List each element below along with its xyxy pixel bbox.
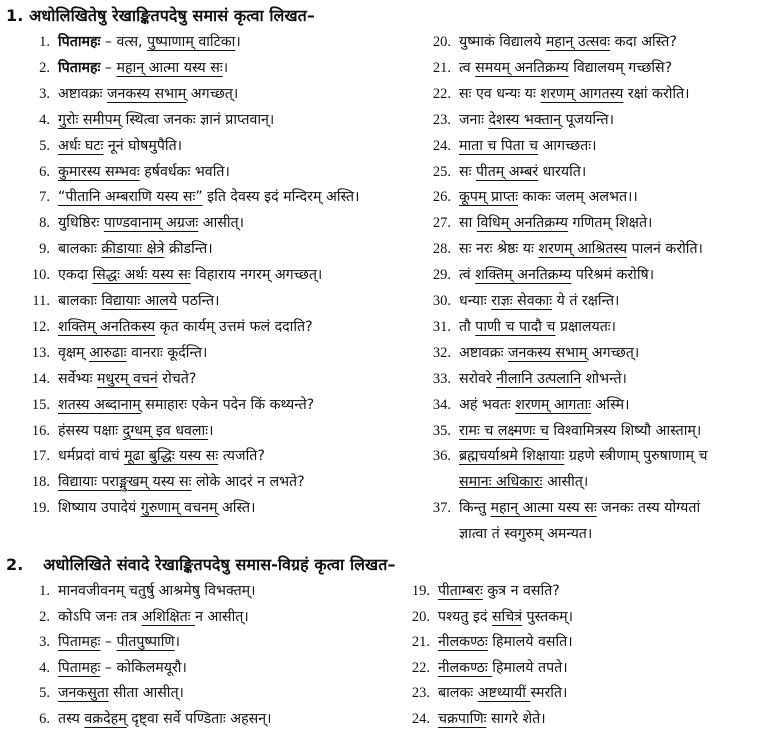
exercise-item	[432, 422, 702, 440]
item-number: 24.	[411, 710, 430, 727]
exercise-item	[31, 447, 265, 465]
text-segment: वानराः कूर्दन्ति।	[126, 344, 208, 361]
text-segment: हर्षवर्धकः भवति।	[139, 163, 230, 180]
underlined-phrase: दुग्धम् इव धवलाः	[122, 422, 209, 439]
item-number: 1.	[39, 34, 50, 50]
exercise-item	[39, 633, 181, 651]
text-segment: क्रीडन्ति।	[164, 241, 213, 258]
item-number: 3.	[39, 85, 50, 102]
item-number: 25.	[432, 163, 451, 180]
text-segment: मानवजीवनम् चतुर्षु आश्रमेषु विभक्तम्।	[58, 583, 256, 599]
text-segment: तस्य	[58, 710, 85, 727]
underlined-phrase: आरुढाः	[89, 344, 127, 361]
item-number: 37.	[432, 500, 451, 517]
underlined-phrase: पीताम्बरः	[438, 583, 483, 599]
underlined-phrase: पाण्डवानाम् अग्रजः	[103, 215, 199, 232]
underlined-phrase: विधिम् अनतिक्रम्य	[476, 215, 568, 232]
item-number: 17.	[31, 448, 50, 465]
text-segment: हंसस्य पक्षाः	[58, 422, 123, 439]
item-number: 2.	[39, 59, 50, 76]
exercise-item	[411, 633, 573, 651]
item-number: 24.	[432, 137, 451, 154]
underlined-phrase: विद्यायाः आलये	[101, 293, 178, 309]
section-2-heading	[6, 553, 396, 575]
exercise-item	[31, 370, 197, 388]
item-number: 8.	[39, 215, 50, 232]
text-segment: सः	[459, 163, 476, 180]
item-number: 32.	[432, 344, 451, 361]
exercise-item	[432, 188, 638, 206]
text-segment: पूजयन्ति।	[561, 111, 614, 128]
exercise-item	[39, 163, 230, 181]
text-segment: पालनं करोति।	[627, 241, 703, 258]
item-number: 23.	[432, 111, 451, 128]
exercise-item	[31, 422, 214, 440]
item-number: 14.	[31, 370, 50, 387]
item-number: 31.	[432, 318, 451, 335]
exercise-item	[432, 318, 617, 336]
item-number: 5.	[39, 137, 50, 154]
item-number: 6.	[39, 163, 50, 180]
text-segment: बालकाः	[58, 241, 102, 258]
item-number: 9.	[39, 241, 50, 258]
text-segment: ।	[174, 634, 181, 650]
exercise-item	[39, 710, 272, 728]
text-segment: इति देवस्य इदं मन्दिरम् अस्ति।	[202, 189, 360, 206]
text-segment: परिश्रमं करोषि।	[571, 267, 655, 284]
text-segment: धर्मप्रदां वाचं	[58, 448, 125, 465]
text-segment: विश्वामित्रस्य शिष्यौ आस्ताम्।	[548, 422, 702, 439]
exercise-item	[432, 396, 630, 414]
underlined-phrase: शक्तिम् अनतिक्रम्य	[475, 267, 572, 284]
text-segment: शोभन्ते।	[581, 370, 627, 387]
exercise-item	[39, 33, 241, 51]
text-segment: वृक्षम्	[58, 344, 90, 361]
item-number: 10.	[31, 267, 50, 284]
text-segment: ।	[208, 422, 214, 439]
item-number: 33.	[432, 370, 451, 387]
exercise-item	[31, 266, 323, 284]
item-number: 26.	[432, 189, 451, 206]
text-segment: नूनं घोषमुपैति।	[103, 137, 183, 154]
section-1-heading	[6, 4, 315, 26]
exercise-item	[39, 214, 244, 232]
exercise-item	[39, 608, 249, 626]
exercise-item	[432, 292, 620, 310]
text-segment: युष्माकं विद्यालये	[459, 34, 546, 50]
text-segment: आसीत्।	[542, 474, 589, 491]
text-segment: पितामहः	[58, 59, 101, 76]
underlined-phrase: जनकस्य सभाम्	[507, 344, 588, 361]
text-segment: ज्ञात्वा तं स्वगुरुम् अमन्यत।	[459, 526, 593, 543]
text-segment: ये तं रक्षन्ति।	[552, 293, 620, 309]
text-segment: अस्मि।	[591, 396, 630, 413]
item-number: 36.	[432, 448, 451, 465]
item-number: 21.	[432, 59, 451, 76]
item-number: 35.	[432, 422, 451, 439]
item-number: 15.	[31, 396, 50, 413]
text-segment: धन्याः	[459, 293, 492, 309]
exercise-item	[39, 188, 360, 206]
text-segment: शिष्याय उपादेयं	[58, 500, 141, 517]
text-segment: प्रक्षालयतः।	[555, 318, 617, 335]
underlined-phrase: पुष्पाणाम् वाटिका	[147, 34, 236, 50]
underlined-phrase: गुरोः समीपम्	[58, 111, 122, 128]
underlined-phrase: जनकसुता	[58, 685, 109, 701]
underlined-phrase: सचित्रं	[491, 608, 523, 625]
exercise-item	[39, 85, 239, 103]
text-segment: हिमालये तपते।	[492, 659, 568, 676]
item-number: 20.	[411, 608, 430, 625]
underlined-phrase: शरणम् आश्रितस्य	[538, 241, 628, 258]
exercise-item	[31, 344, 208, 362]
text-segment: अष्टावक्रः	[459, 344, 508, 361]
item-number: 19.	[31, 500, 50, 517]
text-segment: सः नरः श्रेष्ठः यः	[459, 241, 539, 258]
exercise-item	[39, 137, 183, 155]
text-segment: धारयति।	[538, 163, 587, 180]
exercise-item	[411, 608, 573, 626]
text-segment: पश्यतु इदं	[438, 608, 492, 625]
text-segment: स्थित्वा जनकः ज्ञानं प्राप्तवान्।	[121, 111, 275, 128]
text-segment: सीता आसीत्।	[108, 685, 184, 701]
exercise-item	[31, 318, 313, 336]
item-number: 2.	[39, 608, 50, 625]
text-segment: पितामहः	[58, 34, 101, 50]
exercise-item	[432, 59, 673, 77]
text-segment: त्यजति?	[218, 448, 265, 465]
item-number: 19.	[411, 583, 430, 599]
exercise-item-continuation	[459, 473, 588, 491]
underlined-phrase: शरणम् आगताः	[515, 396, 592, 413]
exercise-item	[432, 85, 690, 103]
text-segment: विद्यालयम् गच्छसि?	[568, 59, 673, 76]
text-segment: गणितम् शिक्षते।	[567, 215, 653, 232]
text-segment: लोके आदरं न लभते?	[191, 474, 305, 491]
underlined-phrase: जनकस्य सभाम्	[106, 85, 187, 102]
text-segment: विहाराय नगरम् अगच्छत्।	[190, 267, 323, 284]
text-segment: स्मरति।	[530, 685, 568, 701]
exercise-item	[39, 659, 187, 677]
text-segment: एकदा	[58, 267, 93, 284]
text-segment: कृत कार्यम् उत्तमं फलं ददाति?	[155, 318, 313, 335]
text-segment: दृष्ट्वा सर्वे पण्डिताः अहसन्।	[126, 710, 272, 727]
text-segment: बालकः	[438, 685, 478, 701]
item-number: 21.	[411, 634, 430, 650]
exercise-item	[432, 370, 627, 388]
underlined-phrase: अष्टध्यायीं	[477, 685, 531, 701]
underlined-phrase: नीलानि उत्पलानि	[496, 370, 582, 387]
underlined-phrase: पीतम् अम्बरं	[475, 163, 539, 180]
underlined-phrase: ब्रह्मचर्याश्रमे शिक्षायाः	[459, 448, 565, 465]
underlined-phrase: राज्ञः सेवकाः	[491, 293, 553, 309]
underlined-phrase: पितामहः	[58, 659, 101, 676]
text-segment: आगच्छतः।	[537, 137, 597, 154]
underlined-phrase: शरणम् आगतस्य	[540, 85, 624, 102]
exercise-item	[432, 111, 614, 129]
text-segment: सः एव धन्यः यः	[459, 85, 541, 102]
item-number: 11.	[32, 293, 50, 309]
exercise-item	[31, 499, 256, 517]
exercise-item	[32, 292, 220, 310]
exercise-item	[411, 659, 568, 677]
item-number: 22.	[432, 85, 451, 102]
text-segment: सर्वेभ्यः	[58, 370, 97, 387]
item-number: 23.	[411, 685, 430, 701]
text-segment: काकः जलम् अलभत।।	[518, 189, 638, 206]
item-number: 28.	[432, 241, 451, 258]
underlined-phrase: महान् आत्मा यस्य सः	[116, 59, 223, 76]
text-segment: अगच्छत्।	[186, 85, 239, 102]
text-segment: ग्रहणे स्त्रीणाम् पुरुषाणाम् च	[564, 448, 708, 465]
text-segment: जनकः तस्य योग्यतां	[596, 500, 701, 517]
text-segment: कुत्र न वसति?	[482, 583, 560, 599]
underlined-phrase: पाणी च पादौ च	[475, 318, 556, 335]
underlined-phrase: वक्रदेहम्	[84, 710, 127, 727]
item-number: 1.	[39, 583, 50, 599]
underlined-phrase: चक्रपाणिः	[438, 710, 487, 727]
underlined-phrase: शतस्य अब्दानाम्	[58, 396, 141, 413]
underlined-phrase: माता च पिता च	[459, 137, 538, 154]
underlined-phrase: समानः अधिकारः	[459, 474, 543, 491]
underlined-phrase: महान् उत्सवः	[545, 34, 611, 50]
exercise-item	[39, 59, 229, 77]
text-segment: न आसीत्।	[195, 608, 249, 625]
exercise-item	[432, 344, 640, 362]
text-segment: बालकाः	[58, 293, 102, 309]
item-number: 27.	[432, 215, 451, 232]
text-segment: पुस्तकम्।	[522, 608, 573, 625]
text-segment: – वत्स,	[100, 34, 148, 50]
underlined-phrase: महान् आत्मा यस्य सः	[490, 500, 597, 517]
item-number: 12.	[31, 318, 50, 335]
underlined-phrase: अर्धः घटः	[58, 137, 104, 154]
underlined-phrase: शक्तिम् अनतिकस्य	[58, 318, 156, 335]
exercise-item	[39, 240, 213, 258]
exercise-item	[432, 447, 708, 465]
text-segment: कदा अस्ति?	[610, 34, 677, 50]
exercise-item	[432, 240, 703, 258]
underlined-phrase: पीतपुष्पाणि	[116, 634, 175, 650]
exercise-item	[432, 266, 655, 284]
item-number: 5.	[39, 685, 50, 701]
item-number: 4.	[39, 659, 50, 676]
exercise-item	[411, 684, 568, 702]
exercise-item	[432, 499, 701, 517]
underlined-phrase: मधुरम् वचनं	[97, 370, 158, 387]
exercise-item	[31, 473, 305, 491]
text-segment: त्व	[459, 59, 476, 76]
section-2-title: अधोलिखिते संवादे रेखाङ्कितपदेषु समास-विग्रहं कृत्वा लिखत–	[43, 555, 396, 574]
text-segment: तौ	[459, 318, 476, 335]
item-number: 3.	[39, 634, 50, 650]
text-segment: जनाः	[459, 111, 489, 128]
text-segment: –	[100, 634, 117, 650]
exercise-item	[432, 33, 677, 51]
text-segment: अगच्छत्।	[587, 344, 640, 361]
item-number: 13.	[31, 344, 50, 361]
text-segment: आसीत्।	[198, 215, 244, 232]
item-number: 20.	[432, 34, 451, 50]
underlined-phrase: विद्यायाः पराङ्मुखम् यस्य सः	[58, 474, 192, 491]
text-segment: पठन्ति।	[177, 293, 220, 309]
text-segment: अष्टावक्रः	[58, 85, 107, 102]
text-segment: किन्तु	[459, 500, 491, 517]
item-number: 30.	[432, 293, 451, 309]
item-number: 34.	[432, 396, 451, 413]
text-segment: सा	[459, 215, 477, 232]
text-segment: सागरे शेते।	[486, 710, 546, 727]
item-number: 22.	[411, 659, 430, 676]
item-number: 16.	[31, 422, 50, 439]
underlined-phrase: कूपम् प्राप्तः	[459, 189, 519, 206]
text-segment: रक्षां करोति।	[623, 85, 690, 102]
underlined-phrase: समयम् अनतिक्रम्य	[475, 59, 569, 76]
item-number: 29.	[432, 267, 451, 284]
text-segment: हिमालये वसति।	[487, 634, 573, 650]
text-segment: – कोकिलमयूरौ।	[100, 659, 187, 676]
item-number: 7.	[39, 189, 50, 206]
text-segment: कोऽपि जनः तत्र	[58, 608, 142, 625]
text-segment: रोचते?	[157, 370, 197, 387]
item-number: 6.	[39, 710, 50, 727]
underlined-phrase: गुरुणाम् वचनम्	[140, 500, 218, 517]
section-1-title: अधोलिखितेषु रेखाङ्कितपदेषु समासं कृत्वा लिखत–	[29, 6, 315, 25]
underlined-phrase: क्रीडायाः क्षेत्रे	[101, 241, 165, 258]
underlined-phrase: नीलकण्ठः	[438, 659, 493, 676]
exercise-item	[39, 111, 275, 129]
exercise-item	[432, 163, 587, 181]
underlined-phrase: कुमारस्य सम्भवः	[58, 163, 140, 180]
text-segment: –	[100, 59, 117, 76]
item-number: 4.	[39, 111, 50, 128]
underlined-phrase: “पीतानि अम्बराणि यस्य सः”	[58, 189, 203, 206]
underlined-phrase: मूढा बुद्धिः यस्य सः	[124, 448, 219, 465]
text-segment: समाहारः एकेन पदेन किं कथ्यन्ते?	[140, 396, 315, 413]
exercise-item	[31, 396, 315, 414]
section-2-number: 2.	[6, 555, 24, 574]
text-segment: युधिष्ठिरः	[58, 215, 104, 232]
underlined-phrase: देशस्य भक्तान्	[488, 111, 562, 128]
exercise-item	[39, 684, 184, 702]
text-segment: सरोवरे	[459, 370, 497, 387]
exercise-item	[432, 214, 653, 232]
exercise-item	[39, 582, 256, 600]
text-segment: ।	[222, 59, 229, 76]
text-segment: ।	[235, 34, 241, 50]
text-segment: त्वं	[459, 267, 476, 284]
underlined-phrase: अशिक्षितः	[141, 608, 196, 625]
exercise-item	[432, 137, 597, 155]
section-1-number: 1.	[6, 6, 24, 25]
exercise-item	[411, 710, 546, 728]
exercise-item-continuation	[459, 525, 592, 543]
item-number: 18.	[31, 474, 50, 491]
underlined-phrase: रामः च लक्ष्मणः च	[459, 422, 549, 439]
underlined-phrase: सिद्धः अर्थः यस्य सः	[92, 267, 191, 284]
underlined-phrase: पितामहः	[58, 634, 101, 650]
text-segment: अस्ति।	[217, 500, 256, 517]
exercise-item	[411, 582, 560, 600]
text-segment: अहं भवतः	[459, 396, 516, 413]
underlined-phrase: नीलकण्ठः	[438, 634, 488, 650]
